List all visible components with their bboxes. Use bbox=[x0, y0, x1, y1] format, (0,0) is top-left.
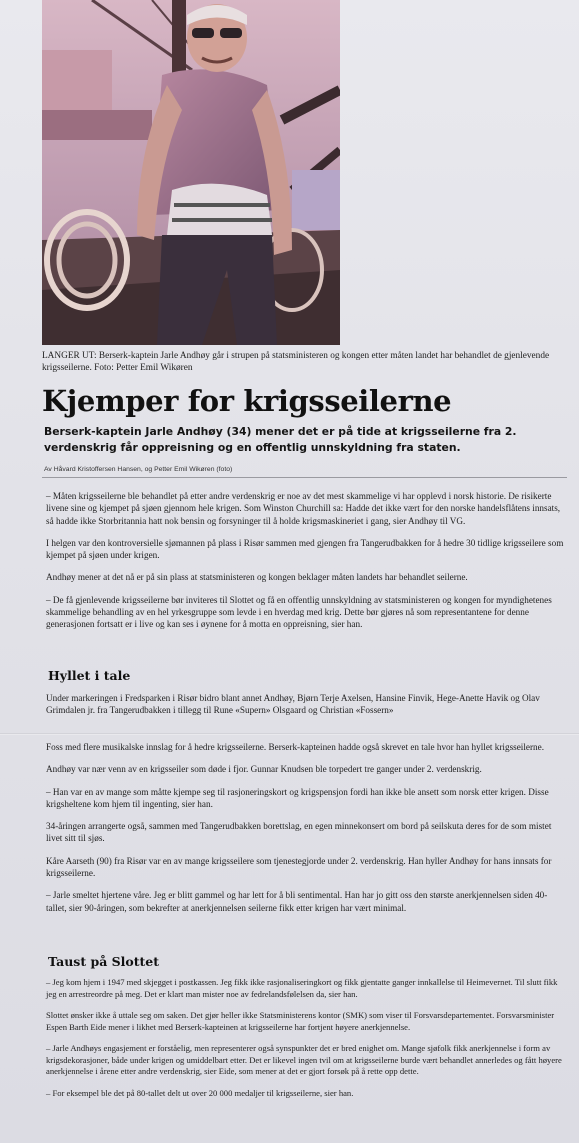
paragraph: – Jarle smeltet hjertene våre. Jeg er blitt gammel og har lett for å bli sentimental. Han har jo gitt oss den største anerkjennelsen siden 40-tallet, sier 90-åringen, som bekrefter at anerkjennelsen seilerne fikk etter krigen har vært minimal. bbox=[46, 890, 548, 913]
paragraph: Andhøy var nær venn av en krigsseiler som døde i fjor. Gunnar Knudsen ble torpedert tre ganger under 2. verdenskrig. bbox=[46, 764, 482, 775]
body-section-2 bbox=[46, 741, 566, 924]
article-photo bbox=[42, 0, 340, 345]
headline: Kjemper for krigsseilerne bbox=[42, 384, 452, 418]
subhead-taust-pa-slottet: Taust på Slottet bbox=[48, 954, 160, 969]
paragraph: Under markeringen i Fredsparken i Risør bidro blant annet Andhøy, Bjørn Terje Axelsen, Hansine Finvik, Hege-Anette Havik og Olav Grimdalen jr. fra Tangerudbakken i tillegg til Rune «Supern» Olsgaard og Christian «Fossern» bbox=[46, 693, 540, 716]
paragraph: Foss med flere musikalske innslag for å hedre krigsseilerne. Berserk-kapteinen hadde også skrevet en tale hvor han hyllet krigsseilerne. bbox=[46, 742, 545, 752]
paragraph: – De få gjenlevende krigsseilerne bør inviteres til Slottet og få en offentlig unnskyldning av statsministeren og kongen for myndighetenes skammelige behandling av en hel yrkesgruppe som levde i en hverdag med krig. Dette bør gjøres nå som representantene for denne generasjonen fortsatt er i live og kan ses i øynene for å motta en oppreisning, sier han. bbox=[46, 594, 552, 630]
subhead-hyllet-i-tale: Hyllet i tale bbox=[48, 668, 131, 683]
page-fold bbox=[0, 733, 579, 735]
paragraph: – For eksempel ble det på 80-tallet delt ut over 20 000 medaljer til krigsseilerne, sier han. bbox=[46, 1087, 354, 1098]
photo-caption: LANGER UT: Berserk-kaptein Jarle Andhøy går i strupen på statsministeren og kongen etter måten landet har behandlet de gjenlevende krigsseilerne. Foto: Petter Emil Wikøren bbox=[42, 351, 550, 373]
paragraph: Slottet ønsker ikke å uttale seg om saken. Det gjør heller ikke Statsministerens kontor (SMK) som viser til Forsvarsdepartementet. Forsvarsminister Espen Barth Eide mener i likhet med Berserk-kapteinen at krigsseilerne har fortjent høyere anerkjennelse. bbox=[46, 1010, 555, 1032]
paragraph: Kåre Aarseth (90) fra Risør var en av mange krigsseilere som tjenestegjorde under 2. verdenskrig. Han hyller Andhøy for hans innsats for krigsseilerne. bbox=[46, 855, 552, 879]
paragraph: – Han var en av mange som måtte kjempe seg til rasjoneringskort og krigspensjon fordi han ikke ble ansett som norsk etter krigen. Disse krigsheltene kom hjem til ingenting, sier han. bbox=[46, 786, 549, 809]
body-section-1 bbox=[46, 490, 566, 641]
lead-paragraph: Berserk-kaptein Jarle Andhøy (34) mener det er på tide at krigsseilerne fra 2. verdenskrig får oppreisning og en offentlig unnskyldning fra staten. bbox=[44, 425, 517, 454]
paragraph: – Måten krigsseilerne ble behandlet på etter andre verdenskrig er noe av det mest skammelige vi har opplevd i norsk historie. De risikerte livene sine og kjempet på sjøen gjennom hele krigen. Som Winston Churchill sa: Hadde det ikke vært for den norske handelsflåtens innsats, så hadde ikke Storbritannia hatt nok bensin og forsyninger til å holde krigsmaskineriet i gang, sier Andhøy til VG. bbox=[46, 491, 561, 526]
paragraph: 34-åringen arrangerte også, sammen med Tangerudbakken borettslag, en egen minnekonsert om bord på seilskuta deres for de som mistet livet sitt til sjøs. bbox=[46, 821, 552, 844]
paragraph: I helgen var den kontroversielle sjømannen på plass i Risør sammen med gjengen fra Tangerudbakken for å hedre 30 tidlige krigsseilere som kjempet på sjøen under krigen. bbox=[46, 537, 564, 561]
body-section-3 bbox=[46, 977, 566, 1109]
divider bbox=[42, 477, 567, 478]
sailor-photo-illustration bbox=[42, 0, 340, 345]
body-section-2a bbox=[46, 692, 566, 727]
paragraph: – Jeg kom hjem i 1947 med skjegget i postkassen. Jeg fikk ikke rasjonaliseringkort og fikk gjentatte ganger innkallelse til Heimevernet. Til slutt fikk jeg en arrestreordre på meg. Det er klart man mister noe av fedrelandsfølelsen da, sier han. bbox=[46, 977, 558, 999]
byline: Av Håvard Kristoffersen Hansen, og Petter Emil Wikøren (foto) bbox=[44, 466, 233, 473]
paragraph: Andhøy mener at det nå er på sin plass at statsministeren og kongen beklager måten landets har behandlet seilerne. bbox=[46, 572, 468, 583]
paragraph: – Jarle Andhøys engasjement er forståelig, men representerer også synspunkter det er bred enighet om. Mange sjøfolk fikk anerkjennelse i form av krigsdekorasjoner, både under krigen og umiddelbart etter. Det er likevel ingen tvil om at krigsseilerne burde vært behandlet annerledes og fått høyere anerkjennelse i årene etter andre verdenskrig, sier Eide, som mener at det er gjort forsøk på å rette opp dette. bbox=[46, 1043, 562, 1076]
